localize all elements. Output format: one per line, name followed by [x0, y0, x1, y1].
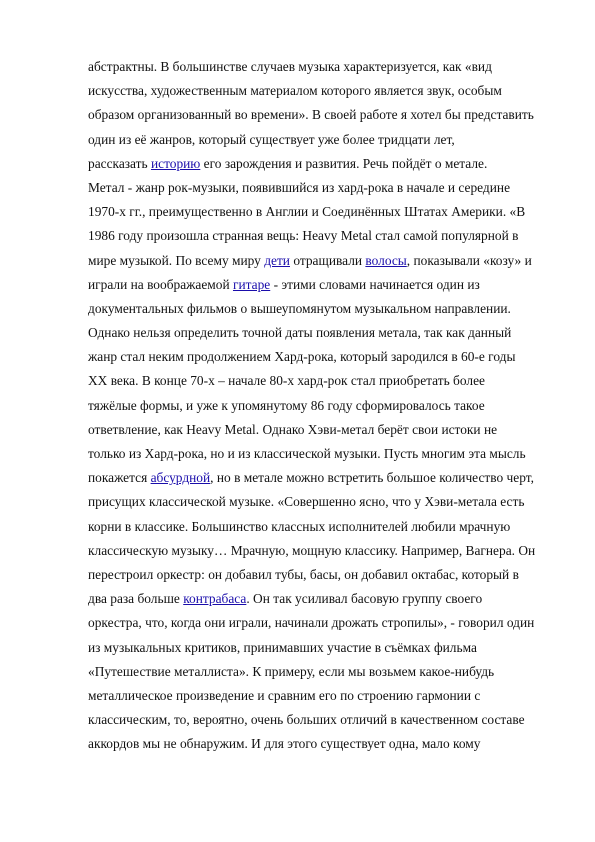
text-segment: отращивали — [289, 252, 366, 268]
text-segment: аккордов мы не обнаружим. И для этого существует одна, мало кому — [88, 736, 481, 752]
text-segment: Метал - жанр рок-музыки, появившийся из хард-рока в начале и середине — [88, 179, 511, 195]
text-line — [88, 224, 535, 248]
text-line — [88, 55, 535, 79]
hyperlink[interactable]: историю — [150, 155, 201, 171]
text-segment: перестроил оркестр: он добавил тубы, басы, он добавил октабас, который в — [88, 566, 519, 582]
text-segment: искусства, художественным материалом которого является звук, особым — [88, 83, 502, 99]
text-segment: , но в метале можно встретить большое количество черт, — [210, 470, 534, 486]
text-segment: классическим, то, вероятно, очень больших отличий в качественном составе — [88, 712, 525, 728]
text-segment: 1986 году произошла странная вещь: Heavy Metal стал самой популярной в — [88, 228, 519, 244]
text-line — [88, 442, 535, 466]
text-segment: Однако нельзя определить точной даты появления метала, так как данный — [88, 325, 512, 341]
text-segment: покажется — [88, 470, 151, 486]
text-segment: только из Хард-рока, но и из классической музыки. Пусть многим эта мысль — [88, 446, 526, 461]
document-body — [88, 55, 535, 756]
text-segment: играли на воображаемой — [88, 276, 233, 292]
text-line — [88, 128, 535, 152]
text-line — [88, 466, 535, 490]
text-segment: жанр стал неким продолжением Хард-рока, который зародился в 60-е годы — [88, 349, 516, 365]
hyperlink[interactable]: гитаре — [232, 276, 271, 292]
text-line — [88, 79, 535, 103]
text-segment: тяжёлые формы, и уже к упомянутому 86 году сформировалось такое — [88, 397, 485, 413]
text-segment: оркестра, что, когда они играли, начинали дрожать стропилы», - говорил один — [88, 615, 535, 631]
hyperlink[interactable]: дети — [264, 252, 290, 268]
text-segment: мире музыкой. По всему миру — [88, 252, 265, 268]
text-line — [88, 273, 535, 297]
text-line — [88, 490, 535, 514]
text-segment: - этими словами начинается один из — [270, 276, 480, 292]
text-segment: его зарождения и развития. Речь пойдёт о метале. — [200, 155, 488, 171]
text-line — [88, 563, 535, 587]
text-segment: рассказать — [88, 155, 151, 171]
text-line — [88, 660, 535, 684]
text-line — [88, 103, 535, 127]
text-line — [88, 732, 535, 756]
text-line — [88, 684, 535, 708]
text-line — [88, 297, 535, 321]
text-line — [88, 418, 535, 442]
text-segment: два раза больше — [88, 591, 184, 607]
text-segment: , показывали «козу» и — [406, 252, 532, 268]
text-line — [88, 515, 535, 539]
text-segment: абстрактны. В большинстве случаев музыка характеризуется, как «вид — [88, 59, 492, 74]
text-line — [88, 394, 535, 418]
text-segment: присущих классической музыке. «Совершенно ясно, что у Хэви-метала есть — [88, 494, 525, 510]
text-segment: ответвление, как Heavy Metal. Однако Хэви-метал берёт свои истоки не — [88, 421, 498, 437]
text-line — [88, 176, 535, 200]
text-segment: из музыкальных критиков, принимавших участие в съёмках фильма — [88, 639, 477, 655]
text-line — [88, 539, 535, 563]
text-segment: XX века. В конце 70-х – начале 80-х хард-рок стал приобретать более — [88, 373, 485, 389]
hyperlink[interactable]: контрабаса — [183, 591, 247, 607]
text-line — [88, 152, 535, 176]
text-segment: «Путешествие металлиста». К примеру, если мы возьмем какое-нибудь — [88, 663, 495, 679]
text-line — [88, 369, 535, 393]
text-line — [88, 708, 535, 732]
text-segment: один из её жанров, который существует уже более тридцати лет, — [88, 131, 455, 147]
text-line — [88, 249, 535, 273]
text-segment: . Он так усиливал басовую группу своего — [246, 591, 483, 607]
text-segment: металлическое произведение и сравним его по строению гармонии с — [88, 687, 481, 703]
text-segment: классическую музыку… Мрачную, мощную классику. Например, Вагнера. Он — [88, 542, 536, 558]
text-line — [88, 321, 535, 345]
hyperlink[interactable]: волосы — [365, 252, 407, 268]
text-line — [88, 200, 535, 224]
text-segment: документальных фильмов о вышеупомянутом музыкальном направлении. — [88, 300, 511, 316]
text-line — [88, 611, 535, 635]
text-segment: образом организованный во времени». В своей работе я хотел бы представить — [88, 107, 534, 123]
text-segment: корни в классике. Большинство классных исполнителей любили мрачную — [88, 518, 511, 534]
text-line — [88, 587, 535, 611]
text-line — [88, 636, 535, 660]
text-segment: 1970-х гг., преимущественно в Англии и Соединённых Штатах Америки. «В — [88, 204, 526, 220]
text-line — [88, 345, 535, 369]
hyperlink[interactable]: абсурдной — [150, 470, 211, 486]
